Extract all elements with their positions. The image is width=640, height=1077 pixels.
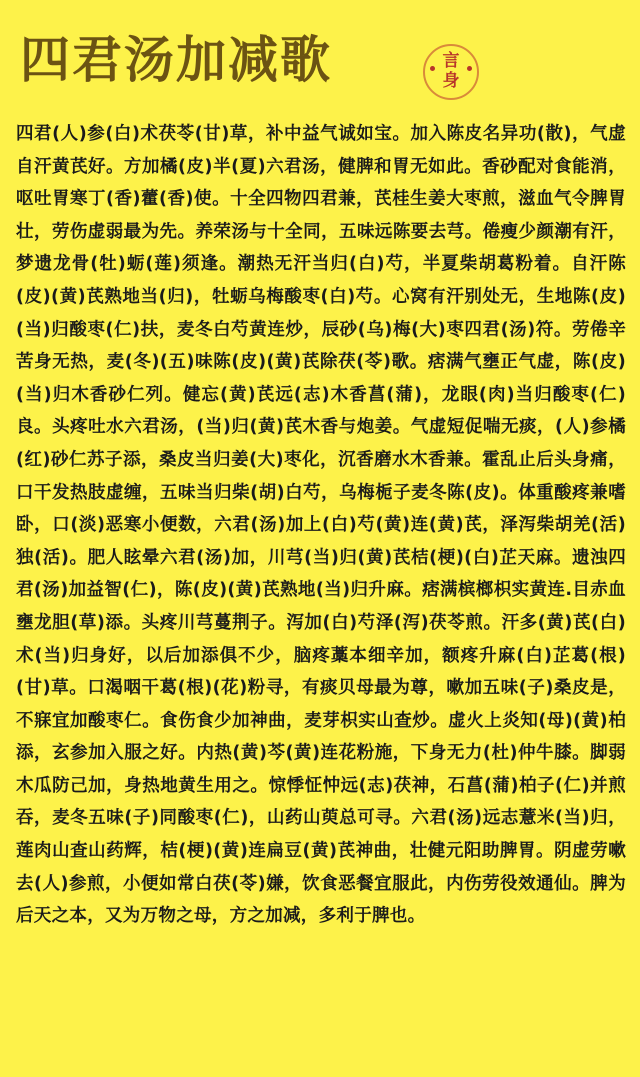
header — [16, 14, 626, 106]
page-title: 四君汤加减歌 — [20, 31, 332, 89]
seal-logo — [423, 44, 479, 100]
seal-bottom-char: 身 — [442, 71, 460, 91]
seal-top-char: 言 — [442, 51, 460, 71]
poem-body-text: 四君(人)参(白)术茯苓(甘)草，补中益气诚如宝。加入陈皮名异功(散)，气虚自汗黄芪好。方加橘(皮)半(夏)六君汤，健脾和胃无如此。香砂配对食能消，呕吐胃寒丁(香)藿(香)使。十全四物四君兼，芪桂生姜大枣煎，滋血气令脾胃壮，劳伤虚弱最为先。养荣汤与十全同，五味远陈要去芎。倦瘦少颜潮有汗，梦遗龙骨(牡)蛎(莲)须逢。潮热无汗当归(白)芍，半夏柴胡葛粉着。自汗陈(皮)(黄)芪熟地当(归)，牡蛎乌梅酸枣(白)芍。心窝有汗别处无，生地陈(皮)(当)归酸枣(仁)扶，麦冬白芍黄连炒，辰砂(乌)梅(大)枣四君(汤)符。劳倦辛苦身无热，麦(冬)(五)味陈(皮)(黄)芪除茯(苓)歌。痞满气壅正气虚，陈(皮)(当)归木香砂仁列。健忘(黄)芪远(志)木香菖(蒲)，龙眼(肉)当归酸枣(仁)良。头疼吐水六君汤，(当)归(黄)芪木香与炮姜。气虚短促喘无痰，(人)参橘(红)砂仁苏子添，桑皮当归姜(大)枣化，沉香磨水木香兼。霍乱止后头身痛，口干发热肢虚缠，五味当归柴(胡)白芍，乌梅栀子麦冬陈(皮)。体重酸疼兼嗜卧，口(淡)恶寒小便数，六君(汤)加上(白)芍(黄)连(黄)芪，泽泻柴胡羌(活)独(活)。肥人眩晕六君(汤)加，川芎(当)归(黄)芪桔(梗)(白)芷天麻。遗浊四君(汤)加益智(仁)，陈(皮)(黄)芪熟地(当)归升麻。痞满槟榔枳实黄连.目赤血壅龙胆(草)添。头疼川芎蔓荆子。泻加(白)芍泽(泻)茯苓煎。汗多(黄)芪(白)术(当)归身好，以后加添俱不少，脑疼藁本细辛加，额疼升麻(白)芷葛(根)(甘)草。口渴咽干葛(根)(花)粉寻，有痰贝母最为尊，嗽加五味(子)桑皮是，不寐宜加酸枣仁。食伤食少加神曲，麦芽枳实山查炒。虚火上炎知(母)(黄)柏添，玄参加入服之好。内热(黄)芩(黄)连花粉施，下身无力(杜)仲牛膝。脚弱木瓜防己加，身热地黄生用之。惊悸怔忡远(志)茯神，石菖(蒲)柏子(仁)并煎吞，麦冬五味(子)同酸枣(仁)，山药山萸总可寻。六君(汤)远志薏米(当)归，莲肉山查山药辉，桔(梗)(黄)连扁豆(黄)芪神曲，壮健元阳助脾胃。阴虚劳嗽去(人)参煎，小便如常白茯(苓)嫌，饮食恶餐宜服此，内伤劳役效通仙。脾为后天之本，又为万物之母，方之加减，多利于脾也。 — [16, 124, 626, 927]
